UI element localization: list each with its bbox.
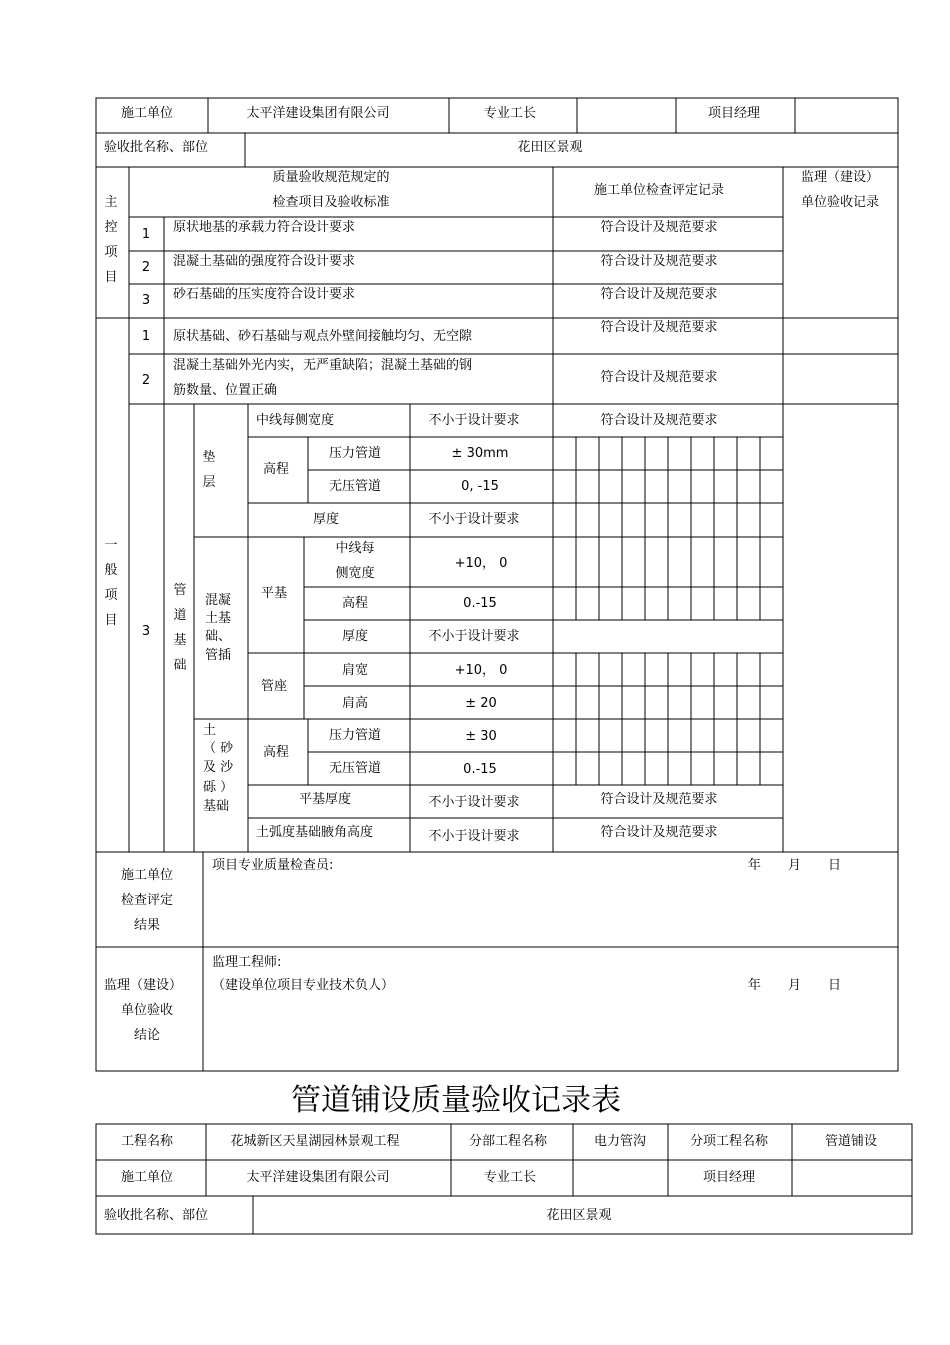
main-item-record: 符合设计及规范要求 [600,254,718,269]
elevation: 高程 [262,462,290,477]
sub-label: 分部工程名称 [468,1134,548,1149]
batch-label: 验收批名称、部位 [104,140,209,155]
batch-value: 花田区景观 [546,1208,612,1223]
soil-5: 基础 [203,799,230,814]
gen-item-text-line1: 混凝土基础外光内实，无严重缺陷；混凝土基础的钢 [173,358,473,373]
main-label-1: 主 [104,195,118,210]
pipe-found-4: 础 [173,658,187,673]
gen-item-record: 符合设计及规范要求 [600,320,718,335]
val-not-less: 不小于设计要求 [428,413,520,428]
gen-item-text-line2: 筋数量、位置正确 [173,383,278,398]
main-label-4: 目 [104,270,118,285]
concrete-3: 础、 [204,629,232,644]
inspector: 项目专业质量检查员: [212,858,334,873]
elevation: 高程 [262,745,290,760]
date-day: 日 [828,858,842,873]
date-day: 日 [828,978,842,993]
shoulder-height: 肩高 [341,696,369,711]
concrete-2: 土基 [204,611,232,626]
foreman-label: 专业工长 [483,106,537,121]
main-item-no: 2 [141,260,151,275]
unit-label: 施工单位 [120,1170,174,1185]
main-item-text: 砂石基础的压实度符合设计要求 [173,287,356,302]
super-header-line2: 单位验收记录 [800,195,880,210]
nonpressure-pipe: 无压管道 [328,761,382,776]
gen-item-no: 3 [141,624,151,639]
pipe-found-2: 道 [173,608,187,623]
val-zero-dot-m15: 0.-15 [463,762,497,777]
super-engineer: 监理工程师: [212,955,282,970]
val-p10-0: +10， 0 [454,663,508,678]
soil-2: （ 砂 [203,741,234,756]
thickness: 厚度 [312,512,340,527]
date-month: 月 [788,978,802,993]
sub-value: 电力管沟 [593,1134,647,1149]
cushion-2: 层 [202,475,216,490]
gen-item-record: 符合设计及规范要求 [600,370,718,385]
batch-label: 验收批名称、部位 [104,1208,209,1223]
val-pm20: ± 20 [465,696,497,711]
main-item-record: 符合设计及规范要求 [600,287,718,302]
batch-value: 花田区景观 [517,140,583,155]
super-label-2: 单位验收 [120,1003,174,1018]
cons-eval-3: 结果 [133,918,161,933]
val-pm30mm: ± 30mm [451,446,509,461]
std-header-line1: 质量验收规范规定的 [272,170,390,185]
pm-label: 项目经理 [702,1170,756,1185]
pipe-found-1: 管 [173,583,187,598]
main-label-3: 项 [104,245,118,260]
val-not-less: 不小于设计要求 [428,829,520,844]
soil-1: 土 [203,723,217,738]
pm-label: 项目经理 [707,106,761,121]
main-item-no: 3 [141,293,151,308]
val-pm30: ± 30 [465,729,497,744]
unit-value: 太平洋建设集团有限公司 [246,1170,390,1185]
concrete-1: 混凝 [204,593,232,608]
concrete-4: 管插 [204,648,232,663]
elevation: 高程 [341,596,369,611]
val-p10-0: +10， 0 [454,556,508,571]
val-not-less: 不小于设计要求 [428,512,520,527]
super-header-line1: 监理（建设） [800,170,880,185]
val-not-less: 不小于设计要求 [428,629,520,644]
flat-base: 平基 [260,586,288,601]
record-header: 施工单位检查评定记录 [593,183,725,198]
pipe-found-3: 基 [173,633,187,648]
val-zero-m15: 0, -15 [461,479,499,494]
main-item-text: 混凝土基础的强度符合设计要求 [173,254,356,269]
main-label-2: 控 [104,220,118,235]
general-label-2: 般 [104,563,118,578]
cons-eval-1: 施工单位 [120,868,174,883]
owner-tech: （建设单位项目专业技术负人） [212,978,395,993]
general-label-3: 项 [104,588,118,603]
date-year: 年 [748,858,762,873]
unit-value: 太平洋建设集团有限公司 [246,106,390,121]
flat-thickness: 平基厚度 [298,792,352,807]
item-value: 管道铺设 [824,1134,878,1149]
page-title: 管道铺设质量验收记录表 [291,1083,621,1118]
soil-4: 砾 ） [203,780,234,795]
compliant: 符合设计及规范要求 [600,792,718,807]
compliant: 符合设计及规范要求 [600,413,718,428]
date-month: 月 [788,858,802,873]
cons-eval-2: 检查评定 [120,893,174,908]
unit-label: 施工单位 [120,106,174,121]
cushion-1: 垫 [202,450,216,465]
thickness: 厚度 [341,629,369,644]
arc-height: 土弧度基础腋角高度 [256,825,374,840]
pressure-pipe: 压力管道 [328,728,382,743]
proj-label: 工程名称 [120,1134,174,1149]
pipe-seat: 管座 [260,679,288,694]
pressure-pipe: 压力管道 [328,446,382,461]
main-item-text: 原状地基的承载力符合设计要求 [173,220,356,235]
gen-item-no: 2 [141,373,151,388]
foreman-label: 专业工长 [483,1170,537,1185]
std-header-line2: 检查项目及验收标准 [272,195,390,210]
gen-item-no: 1 [141,329,151,344]
val-zero-dot-m15: 0.-15 [463,596,497,611]
item-label: 分项工程名称 [689,1134,769,1149]
mid-width-2-line1: 中线每 [335,541,375,556]
mid-width-2-line2: 侧宽度 [335,566,375,581]
main-item-record: 符合设计及规范要求 [600,220,718,235]
mid-width: 中线每侧宽度 [256,413,335,428]
soil-3: 及 沙 [203,760,234,775]
nonpressure-pipe: 无压管道 [328,479,382,494]
gen-item-text: 原状基础、砂石基础与观点外壁间接触均匀、无空隙 [173,329,473,344]
compliant: 符合设计及规范要求 [600,825,718,840]
date-year: 年 [748,978,762,993]
super-label-3: 结论 [133,1028,161,1043]
val-not-less: 不小于设计要求 [428,795,520,810]
general-label-1: 一 [104,538,118,553]
general-label-4: 目 [104,613,118,628]
super-label-1: 监理（建设） [103,978,183,993]
shoulder-width: 肩宽 [341,663,369,678]
proj-value: 花城新区天星湖园林景观工程 [230,1134,400,1149]
main-item-no: 1 [141,227,151,242]
